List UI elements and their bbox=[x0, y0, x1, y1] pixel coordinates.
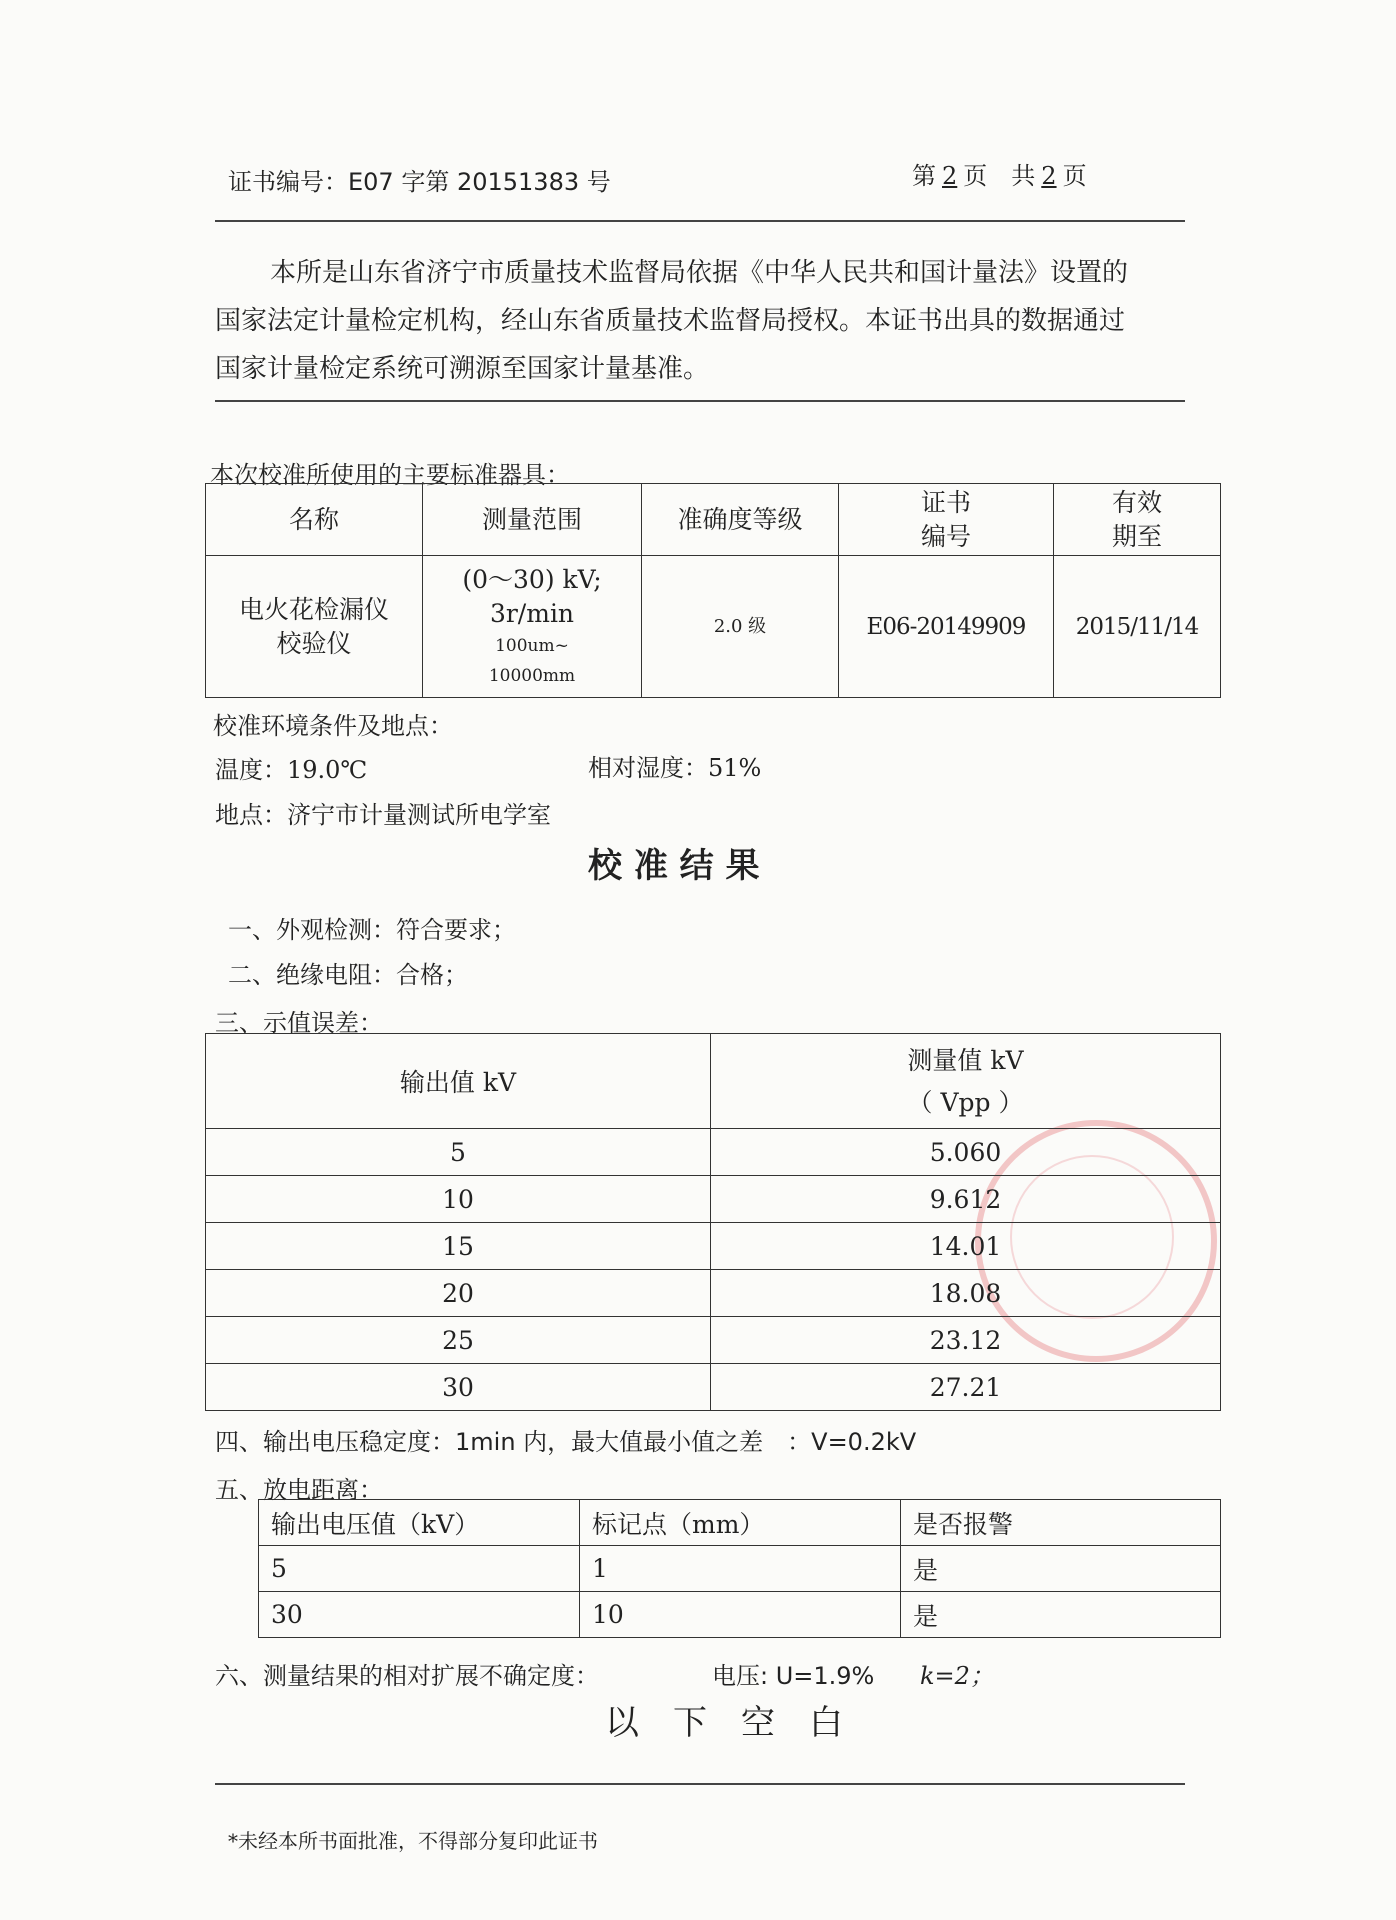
discharge-header-voltage: 输出电压值（kV） bbox=[259, 1500, 580, 1546]
header-name: 名称 bbox=[206, 484, 423, 556]
result-item-4: 四、输出电压稳定度：1min 内，最大值最小值之差 ：V=0.2kV bbox=[215, 1428, 917, 1456]
standards-caption: 本次校准所使用的主要标准器具： bbox=[210, 461, 570, 489]
page-mid: 页 共 bbox=[963, 162, 1036, 190]
discharge-header-row bbox=[259, 1500, 1221, 1546]
discharge-mark-cell: 1 bbox=[580, 1546, 901, 1592]
header-accuracy: 准确度等级 bbox=[642, 484, 839, 556]
error-header-measured-l2: （ Vpp ） bbox=[907, 1088, 1024, 1117]
coverage-factor: k=2； bbox=[920, 1662, 994, 1690]
std-range-l3: 100um~ bbox=[495, 635, 569, 656]
error-output-cell: 25 bbox=[206, 1317, 711, 1364]
header-cert-l1: 证书 bbox=[920, 487, 971, 517]
error-table bbox=[205, 1033, 1221, 1411]
intro-line-1: 本所是山东省济宁市质量技术监督局依据《中华人民共和国计量法》设置的 bbox=[270, 258, 1129, 288]
error-output-cell: 15 bbox=[206, 1223, 711, 1270]
error-row bbox=[206, 1129, 1221, 1176]
std-accuracy: 2.0 级 bbox=[642, 556, 839, 698]
header-valid bbox=[1054, 484, 1221, 556]
error-measured-cell: 5.060 bbox=[711, 1129, 1221, 1176]
discharge-alarm-cell: 是 bbox=[901, 1592, 1221, 1638]
intro-line-3: 国家计量检定系统可溯源至国家计量基准。 bbox=[215, 354, 710, 384]
discharge-header-mark: 标记点（mm） bbox=[580, 1500, 901, 1546]
environment-caption: 校准环境条件及地点： bbox=[213, 712, 453, 740]
std-cert: E06-20149909 bbox=[839, 556, 1054, 698]
result-item-3: 三、示值误差： bbox=[215, 1009, 383, 1037]
error-measured-cell: 14.01 bbox=[711, 1223, 1221, 1270]
header-divider bbox=[215, 220, 1185, 222]
error-header-output: 输出值 kV bbox=[206, 1034, 711, 1129]
blank-below: 以 下 空 白 bbox=[605, 1703, 843, 1743]
error-row bbox=[206, 1270, 1221, 1317]
std-range-l1: (0～30) kV; bbox=[462, 564, 602, 594]
result-item-6: 六、测量结果的相对扩展不确定度： bbox=[215, 1662, 599, 1690]
footer-note: *未经本所书面批准，不得部分复印此证书 bbox=[228, 1829, 598, 1853]
standards-row bbox=[206, 556, 1221, 698]
standards-table bbox=[205, 483, 1221, 698]
error-header-measured-l1: 测量值 kV bbox=[907, 1046, 1024, 1075]
std-valid: 2015/11/14 bbox=[1054, 556, 1221, 698]
std-range-l2: 3r/min bbox=[489, 598, 575, 628]
std-name-l2: 校验仪 bbox=[276, 628, 352, 658]
error-header-measured bbox=[711, 1034, 1221, 1129]
temperature: 温度：19.0℃ bbox=[215, 756, 368, 784]
header-range: 测量范围 bbox=[423, 484, 642, 556]
discharge-alarm-cell: 是 bbox=[901, 1546, 1221, 1592]
results-title: 校 准 结 果 bbox=[588, 846, 760, 886]
discharge-table bbox=[258, 1499, 1221, 1638]
page-suffix: 页 bbox=[1062, 162, 1087, 190]
error-output-cell: 10 bbox=[206, 1176, 711, 1223]
error-row bbox=[206, 1176, 1221, 1223]
result-item-5: 五、放电距离： bbox=[215, 1476, 383, 1504]
std-range-l4: 10000mm bbox=[488, 665, 576, 686]
error-measured-cell: 18.08 bbox=[711, 1270, 1221, 1317]
humidity: 相对湿度：51% bbox=[588, 754, 762, 782]
std-name bbox=[206, 556, 423, 698]
location: 地点：济宁市计量测试所电学室 bbox=[215, 801, 551, 829]
page-indicator bbox=[912, 156, 1087, 191]
discharge-row bbox=[259, 1546, 1221, 1592]
error-row bbox=[206, 1223, 1221, 1270]
error-measured-cell: 9.612 bbox=[711, 1176, 1221, 1223]
intro-line-2: 国家法定计量检定机构，经山东省质量技术监督局授权。本证书出具的数据通过 bbox=[215, 306, 1126, 336]
discharge-voltage-cell: 30 bbox=[259, 1592, 580, 1638]
discharge-voltage-cell: 5 bbox=[259, 1546, 580, 1592]
certificate-number: 证书编号：E07 字第 20151383 号 bbox=[228, 168, 611, 196]
discharge-header-alarm: 是否报警 bbox=[901, 1500, 1221, 1546]
error-output-cell: 20 bbox=[206, 1270, 711, 1317]
page-total: 2 bbox=[1041, 162, 1057, 190]
header-cert-l2: 编号 bbox=[920, 521, 971, 551]
intro-divider bbox=[215, 400, 1185, 402]
standards-header-row bbox=[206, 484, 1221, 556]
error-output-cell: 5 bbox=[206, 1129, 711, 1176]
result-item-1: 一、外观检测：符合要求； bbox=[228, 916, 516, 944]
std-name-l1: 电火花检漏仪 bbox=[238, 594, 389, 624]
result-item-2: 二、绝缘电阻：合格； bbox=[228, 961, 468, 989]
error-measured-cell: 27.21 bbox=[711, 1364, 1221, 1411]
header-cert bbox=[839, 484, 1054, 556]
header-valid-l2: 期至 bbox=[1111, 521, 1162, 551]
uncertainty-value: 电压: U=1.9% bbox=[712, 1662, 875, 1690]
header-valid-l1: 有效 bbox=[1111, 487, 1162, 517]
error-measured-cell: 23.12 bbox=[711, 1317, 1221, 1364]
page-current: 2 bbox=[942, 162, 958, 190]
page-prefix: 第 bbox=[912, 162, 936, 190]
error-row bbox=[206, 1317, 1221, 1364]
footer-divider bbox=[215, 1783, 1185, 1785]
error-header-row bbox=[206, 1034, 1221, 1129]
error-output-cell: 30 bbox=[206, 1364, 711, 1411]
discharge-row bbox=[259, 1592, 1221, 1638]
error-row bbox=[206, 1364, 1221, 1411]
discharge-mark-cell: 10 bbox=[580, 1592, 901, 1638]
std-range bbox=[423, 556, 642, 698]
